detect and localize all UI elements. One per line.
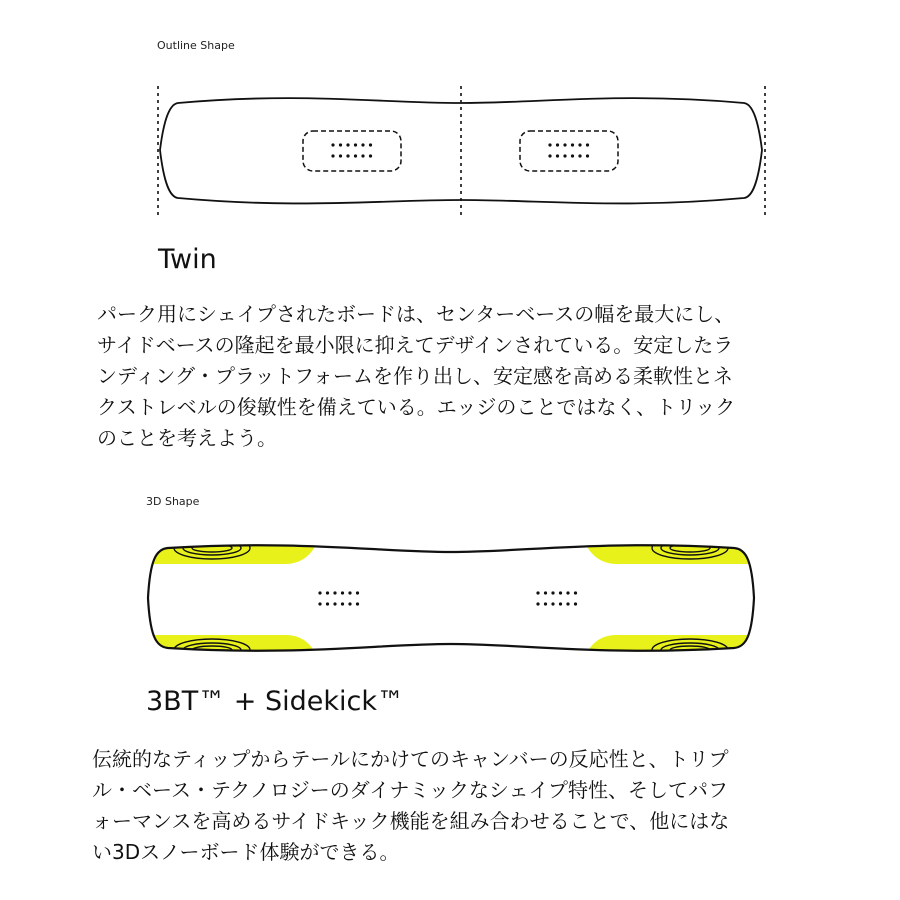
3d-description-line: い3Dスノーボード体験ができる。 — [92, 840, 400, 864]
3d-description-line: ル・ベース・テクノロジーのダイナミックなシェイプ特性、そしてパフ — [92, 778, 728, 802]
insert-dot — [563, 143, 566, 146]
insert-dot — [318, 591, 321, 594]
insert-dot — [544, 591, 547, 594]
outline-shape-diagram — [0, 0, 900, 230]
insert-dot — [331, 154, 334, 157]
insert-dot — [356, 591, 359, 594]
insert-dot — [551, 591, 554, 594]
3d-shape-label: 3D Shape — [146, 495, 200, 508]
insert-dot — [571, 143, 574, 146]
rear-binding-area — [520, 131, 618, 171]
insert-dot — [341, 602, 344, 605]
insert-dot — [369, 154, 372, 157]
3d-front-insert-dots — [318, 591, 359, 605]
outline-description-line: のことを考えよう。 — [97, 426, 277, 450]
insert-dot — [559, 602, 562, 605]
outline-description-line: パーク用にシェイプされたボードは、センターベースの幅を最大にし、 — [97, 302, 735, 326]
insert-dot — [354, 143, 357, 146]
3d-description — [92, 744, 729, 868]
insert-dot — [339, 154, 342, 157]
3d-rear-insert-dots — [536, 591, 577, 605]
sidekick-zone-rear-top — [584, 540, 762, 564]
3d-description-line: ォーマンスを高めるサイドキック機能を組み合わせることで、他にはな — [92, 809, 730, 833]
outline-shape-title: Twin — [158, 244, 217, 275]
insert-dot — [369, 143, 372, 146]
insert-dot — [578, 154, 581, 157]
outline-description-line: サイドベースの隆起を最小限に抑えてデザインされている。安定したラ — [97, 333, 734, 357]
insert-dot — [326, 591, 329, 594]
outline-description — [97, 299, 735, 454]
insert-dot — [556, 154, 559, 157]
insert-dot — [586, 143, 589, 146]
insert-dot — [331, 143, 334, 146]
insert-dot — [361, 154, 364, 157]
insert-dot — [333, 602, 336, 605]
insert-dot — [536, 591, 539, 594]
insert-dot — [566, 591, 569, 594]
insert-dot — [356, 602, 359, 605]
insert-dot — [536, 602, 539, 605]
outline-shape-label: Outline Shape — [157, 39, 235, 52]
insert-dot — [571, 154, 574, 157]
outline-description-line: ンディング・プラットフォームを作り出し、安定感を高める柔軟性とネ — [97, 364, 733, 388]
insert-dot — [326, 602, 329, 605]
insert-dot — [563, 154, 566, 157]
insert-dot — [586, 154, 589, 157]
insert-dot — [559, 591, 562, 594]
sidekick-zone-front-top — [140, 540, 318, 564]
insert-dot — [361, 143, 364, 146]
outline-description-line: クストレベルの俊敏性を備えている。エッジのことではなく、トリック — [97, 395, 736, 419]
insert-dot — [551, 602, 554, 605]
insert-dot — [574, 591, 577, 594]
insert-dot — [341, 591, 344, 594]
insert-dot — [348, 602, 351, 605]
3d-description-line: 伝統的なティップからテールにかけてのキャンバーの反応性と、トリプ — [92, 747, 729, 771]
insert-dot — [318, 602, 321, 605]
3d-shape-diagram — [0, 530, 900, 670]
insert-dot — [354, 154, 357, 157]
front-insert-dots — [331, 143, 372, 157]
front-binding-area — [303, 131, 401, 171]
3d-shape-title: 3BT™ + Sidekick™ — [146, 686, 404, 717]
insert-dot — [346, 143, 349, 146]
insert-dot — [548, 154, 551, 157]
insert-dot — [348, 591, 351, 594]
insert-dot — [339, 143, 342, 146]
insert-dot — [578, 143, 581, 146]
insert-dot — [556, 143, 559, 146]
insert-dot — [548, 143, 551, 146]
insert-dot — [574, 602, 577, 605]
rear-insert-dots — [548, 143, 589, 157]
insert-dot — [566, 602, 569, 605]
insert-dot — [333, 591, 336, 594]
insert-dot — [544, 602, 547, 605]
insert-dot — [346, 154, 349, 157]
